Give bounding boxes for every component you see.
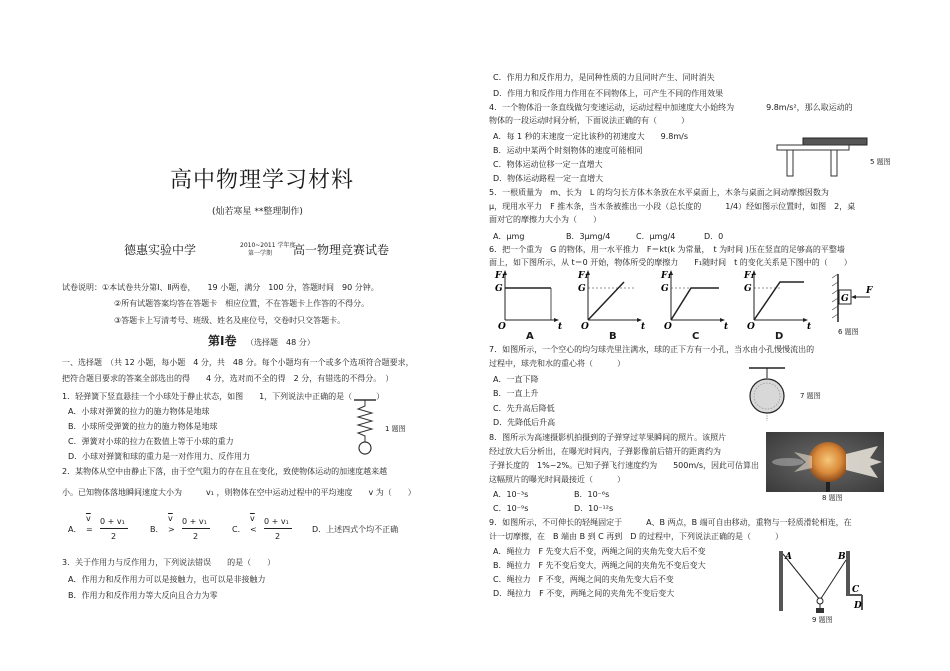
q6-graph-a-axis-f: F₁: [495, 271, 506, 281]
q5-option-a: A．μmg: [493, 232, 525, 241]
q9-point-a: A: [785, 552, 792, 562]
q8-stem-4: 这幅照片的曝光时间最接近（ ）: [489, 475, 625, 484]
q1-stem: 1．轻弹簧下竖直悬挂一个小球处于静止状态，如图 1，下列说法中正确的是（ ）: [62, 392, 385, 401]
q5-fig-caption: 5 题图: [870, 158, 891, 166]
q6-graph-a-axis-g: G: [495, 284, 503, 294]
q2-option-d: D．上述四式个均不正确: [312, 525, 399, 534]
q8-stem-2: 经过放大后分析出，在曝光时间内，子弹影像前后错开的距离约为: [489, 447, 721, 456]
q8-stem-1: 8．图所示为高速摄影机拍摄到的子弹穿过苹果瞬间的照片。该照片: [489, 433, 727, 442]
q2-stem-1: 2．某物体从空中由静止下落，由于空气阻力的存在且在变化，致使物体运动的加速度越来越: [62, 467, 388, 476]
q1-option-d: D．小球对弹簧和球的重力是一对作用力、反作用力: [68, 452, 251, 461]
q8-option-b: B．10⁻⁶s: [574, 490, 610, 499]
q6-graph-a-axis-o: O: [498, 322, 506, 332]
q9-stem-1: 9．如图所示，不可伸长的轻绳固定于 A、B 两点，B 端可自由移动，重物与一轻质滑轮相连，在: [489, 518, 852, 527]
q6-graph-a-axis-t: t: [558, 322, 563, 332]
q4-stem-1: 4．一个物体沿一条直线做匀变速运动，运动过程中加速度大小始终为 9.8m/s²，那么取运动的: [489, 103, 853, 112]
semester: 第一学期: [248, 250, 273, 257]
q9-stem-2: 计一切摩擦，在 B 端由 B 到 C 再到 D 的过程中，下列说法正确的是（ ）: [489, 532, 783, 541]
q4-option-d: D．物体运动路程一定一直增大: [493, 174, 604, 183]
q6-graph-a-label: A: [526, 331, 534, 342]
q6-graph-d-axis-o: O: [747, 322, 755, 332]
q2-option-b-label: B．: [150, 525, 164, 534]
q2-option-b-vbar: $\overline{v}$: [168, 514, 173, 523]
instruction-2: ②所有试题答案均答在答题卡 相应位置，不在答题卡上作答的不得分。: [114, 299, 370, 308]
q5-stem-2: μ，现用水平力 F 推木条，当木条被推出一小段（总长度的 1/4）经如图示位置时，如图 2，桌: [489, 202, 856, 211]
q6-graph-b: [578, 268, 648, 332]
q6-graph-d-axis-t: t: [807, 322, 812, 332]
q2-option-c-denominator: 2: [275, 532, 281, 541]
q8-fig-caption: 8 题图: [822, 494, 843, 502]
q9-option-b: B．绳拉力 F 先不变后变大，两绳之间的夹角先不变后变大: [493, 561, 706, 570]
q5-option-d: D．0: [704, 232, 724, 241]
q7-stem-2: 过程中，球壳和水的重心将（ ）: [489, 359, 625, 368]
q1-option-b: B．小球所受弹簧的拉力的施力物体是地球: [68, 422, 218, 431]
q7-option-b: B．一直上升: [493, 389, 539, 398]
q9-option-d: D．绳拉力 F 不变，两绳之间的夹角先不变后变大: [493, 589, 675, 598]
q6-graph-b-axis-g: G: [578, 284, 586, 294]
q2-option-c-numerator: 0 + v₁: [264, 517, 289, 526]
q2-option-c-fraction-bar: [264, 528, 292, 529]
q2-option-b-denominator: 2: [193, 532, 199, 541]
instruction-3: ③答题卡上写清考号、班级、姓名及座位号，交卷时只交答题卡。: [114, 316, 346, 325]
q2-option-c-vbar: $\overline{v}$: [250, 514, 255, 523]
q2-option-a-denominator: 2: [111, 532, 117, 541]
q8-option-c: C．10⁻⁹s: [493, 504, 529, 513]
school-year: 2010~2011 学年度: [240, 242, 296, 249]
document-subtitle: (灿若寒星 **整理制作): [212, 207, 303, 217]
q8-stem-3: 子弹长度的 1%~2%。已知子弹飞行速度约为 500m/s，因此可估算出: [489, 461, 760, 470]
q9-option-a: A．绳拉力 F 先变大后不变，两绳之间的夹角先变大后不变: [493, 547, 706, 556]
q2-option-a-numerator: 0 + v₁: [100, 517, 125, 526]
q7-option-d: D．先降低后升高: [493, 418, 556, 427]
school-name: 德惠实验中学: [124, 243, 197, 257]
q6-graph-b-label: B: [609, 331, 617, 342]
q2-option-b-numerator: 0 + v₁: [182, 517, 207, 526]
q6-graph-b-axis-t: t: [641, 322, 646, 332]
q3-option-d: D．作用力和反作用力作用在不同物体上，可产生不同的作用效果: [493, 89, 724, 98]
q3-stem: 3．关于作用力与反作用力，下列说法错误 的是（ ）: [62, 558, 276, 567]
document-title: 高中物理学习材料: [170, 168, 355, 193]
q2-option-c-relation: <: [250, 525, 257, 534]
q8-option-a: A．10⁻³s: [493, 490, 529, 499]
q3-option-a: A．作用力和反作用力可以是接触力，也可以是非接触力: [68, 575, 266, 584]
q7-sphere-figure: [745, 366, 791, 424]
q9-option-c: C．绳拉力 F 不变，两绳之间的夹角先变大后不变: [493, 575, 674, 584]
q9-point-c: C: [852, 585, 860, 595]
q4-option-c: C．物体运动位移一定一直增大: [493, 160, 603, 169]
q6-fig-caption: 6 题图: [838, 328, 859, 336]
q6-graph-b-axis-o: O: [581, 322, 589, 332]
q5-option-b: B．3μmg/4: [566, 232, 611, 241]
q6-graph-d: [744, 268, 814, 332]
q8-apple-photo: [766, 432, 884, 492]
q8-option-d: D．10⁻¹²s: [574, 504, 614, 513]
q9-fig-caption: 9 题图: [812, 616, 833, 624]
q6-stem-2: 面上，如下图所示，从 t＝0 开始，物体所受的摩擦力 F₁随时间 t 的变化关系是下图中的（ ）: [489, 258, 852, 267]
q7-stem-1: 7．如图所示，一个空心的均匀球壳里注满水，球的正下方有一小孔，当水由小孔慢慢流出的: [489, 345, 815, 354]
part1-title: 第Ⅰ卷: [208, 334, 237, 348]
q5-stem-3: 面对它的摩擦力大小为（ ）: [489, 215, 601, 224]
q6-wall-figure: [826, 272, 882, 324]
q3-option-b: B．作用力和反作用力等大反向且合力为零: [68, 591, 218, 600]
q1-option-a: A．小球对弹簧的拉力的施力物体是地球: [68, 407, 210, 416]
q9-point-d: D: [854, 601, 862, 611]
q6-graph-a: [495, 268, 565, 332]
q6-graph-c-label: C: [692, 331, 700, 342]
q6-graph-c-axis-t: t: [724, 322, 729, 332]
q4-option-b: B．运动中某两个时刻物体的速度可能相同: [493, 146, 643, 155]
q2-option-b-relation: >: [168, 525, 175, 534]
q5-option-c: C．μmg/4: [636, 232, 676, 241]
q6-graph-d-label: D: [775, 331, 784, 342]
q6-graph-b-axis-f: F₁: [578, 271, 589, 281]
q9-pulley-figure: [776, 548, 864, 614]
q1-option-c: C．弹簧对小球的拉力在数值上等于小球的重力: [68, 437, 234, 446]
q6-stem-1: 6．把一个重为 G 的物体，用一水平推力 F＝kt(k 为常量， t 为时间 )压在竖直的足够高的平整墙: [489, 245, 845, 254]
q4-stem-2: 物体的一段运动时间分析，下面说法正确的有（ ）: [489, 116, 689, 125]
q6-graph-c: [661, 268, 731, 332]
q2-option-a-label: A．: [68, 525, 82, 534]
q4-option-a: A．每 1 秒的末速度一定比该秒的初速度大 9.8m/s: [493, 132, 689, 141]
q7-option-c: C．先升高后降低: [493, 404, 555, 413]
q5-stem-1: 5．一根质量为 m、长为 L 的均匀长方体木条放在水平桌面上，木条与桌面之间动摩擦因数为: [489, 188, 829, 197]
q5-table-figure: [775, 137, 870, 179]
q6-graph-c-axis-g: G: [661, 284, 669, 294]
q6-wall-f: F: [866, 286, 873, 296]
q2-option-c-label: C．: [232, 525, 246, 534]
q6-wall-g: G: [841, 294, 849, 304]
q7-fig-caption: 7 题图: [800, 392, 821, 400]
q2-option-a-relation: =: [86, 525, 93, 534]
q2-option-a-fraction-bar: [100, 528, 128, 529]
q1-fig-caption: 1 题图: [385, 425, 406, 433]
q2-option-a-vbar: $\overline{v}$: [86, 514, 91, 523]
q2-option-b-fraction-bar: [182, 528, 210, 529]
part1-note: （选择题 48 分）: [246, 338, 315, 347]
q2-stem-2: 小。已知物体落地瞬间速度大小为 v₁ ，则物体在空中运动过程中的平均速度 v 为（ ）: [62, 488, 416, 497]
q7-option-a: A．一直下降: [493, 375, 539, 384]
q6-graph-d-axis-g: G: [744, 284, 752, 294]
q3-option-c: C．作用力和反作用力，是同种性质的力且同时产生、同时消失: [493, 73, 715, 82]
instruction-1: 试卷说明：①本试卷共分第Ⅰ、Ⅱ两卷， 19 小题，满分 100 分，答题时间 90 分钟。: [62, 283, 379, 292]
q9-point-b: B: [838, 552, 846, 562]
q6-graph-c-axis-f: F₁: [661, 271, 672, 281]
q6-graph-d-axis-f: F₁: [744, 271, 755, 281]
section-intro-2: 把符合题目要求的答案全部选出的得 4 分，选对而不全的得 2 分，有错选的不得分。 ）: [62, 374, 394, 383]
exam-name: 高一物理竞赛试卷: [293, 243, 390, 257]
section-intro-1: 一、选择题 （共 12 小题，每小题 4 分，共 48 分。每个小题均有一个或多个选项符合题要求，: [62, 358, 414, 367]
q6-graph-c-axis-o: O: [664, 322, 672, 332]
